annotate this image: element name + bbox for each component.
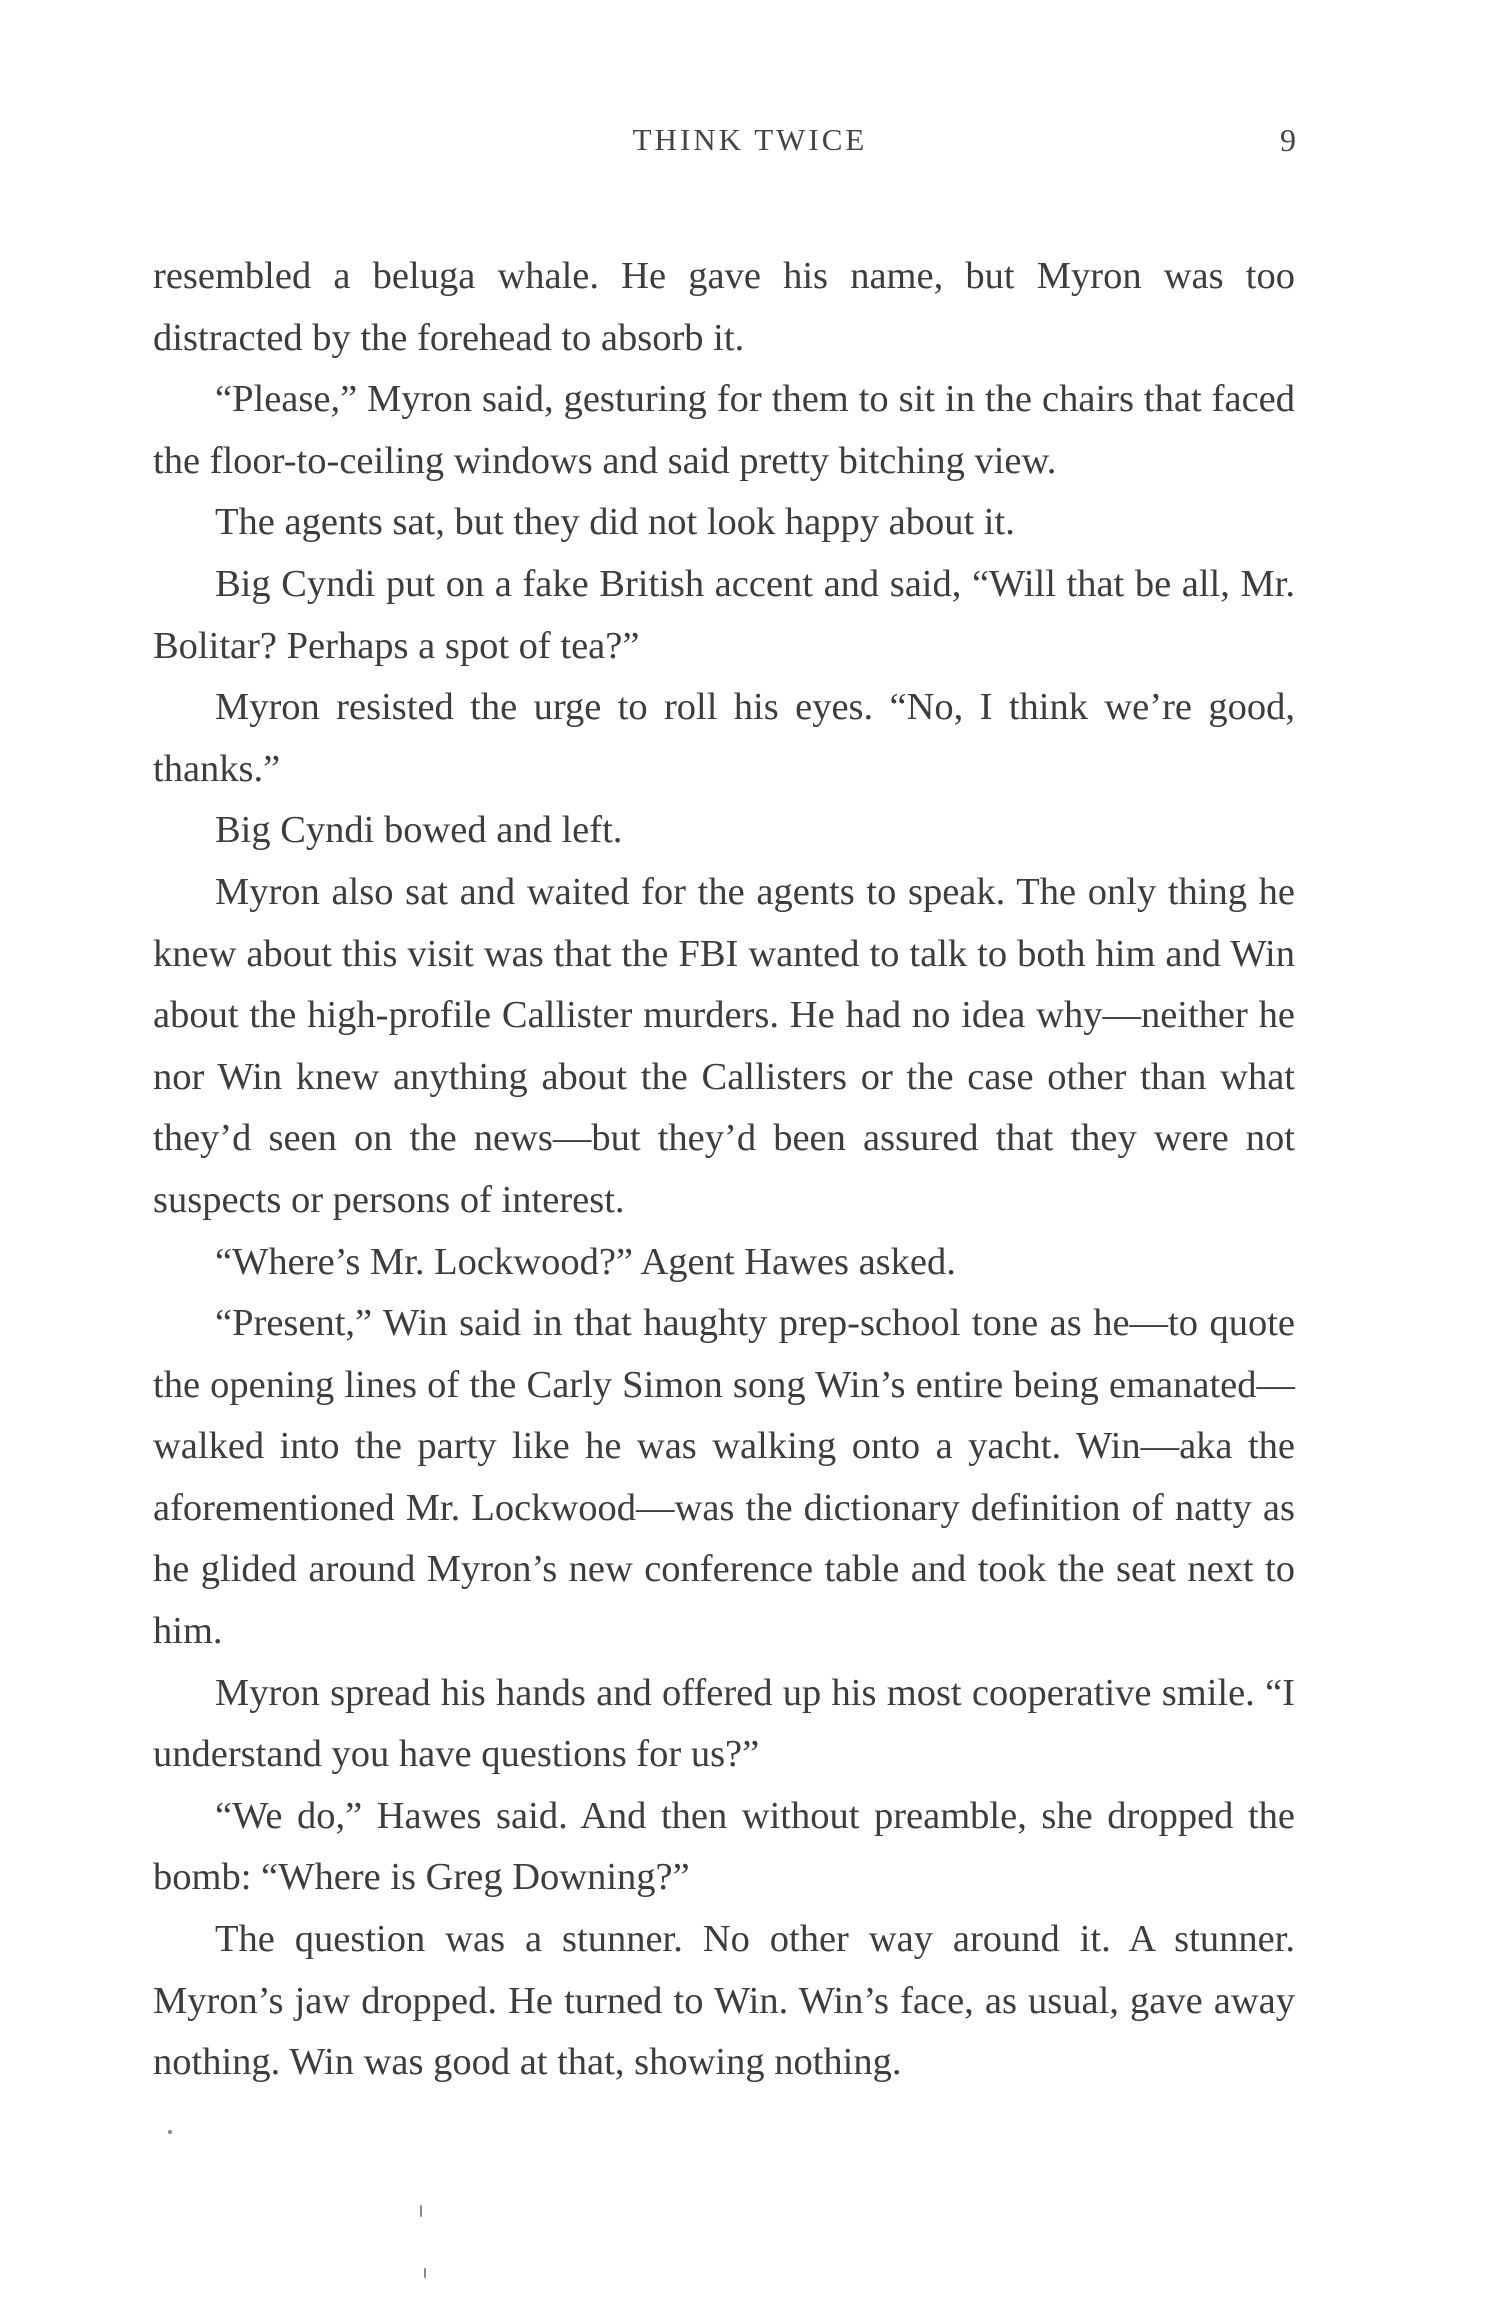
scan-speck [168,2130,172,2134]
page-number: 9 [1280,122,1296,158]
paragraph: “Where’s Mr. Lockwood?” Agent Hawes asked. [215,1240,956,1283]
scan-speck [420,2205,422,2217]
paragraph: Myron resisted the urge to roll his eyes. “No, I think we’re good, thanks.” [153,686,1295,790]
body-text [153,246,1295,2094]
paragraph: The question was a stunner. No other way around it. A stunner. Myron’s jaw dropped. He turned to Win. Win’s face, as usual, gave away nothing. Win was good at that, showing nothing. [153,1918,1295,2084]
running-head [0,122,1500,172]
paragraph: Big Cyndi bowed and left. [215,809,623,852]
paragraph: resembled a beluga whale. He gave his name, but Myron was too distracted by the forehead to absorb it. [153,255,1295,359]
paragraph: Myron spread his hands and offered up his most cooperative smile. “I understand you have questions for us?” [153,1671,1295,1776]
paragraph: “We do,” Hawes said. And then without preamble, she dropped the bomb: “Where is Greg Downing?” [153,1794,1295,1899]
paragraph: The agents sat, but they did not look happy about it. [215,501,1015,544]
running-title: THINK TWICE [632,122,868,157]
paragraph: Big Cyndi put on a fake British accent and said, “Will that be all, Mr. Bolitar? Perhaps a spot of tea?” [153,562,1295,667]
paragraph: “Please,” Myron said, gesturing for them to sit in the chairs that faced the floor-to-ceiling windows and said pretty bitching view. [153,378,1295,482]
paragraph: Myron also sat and waited for the agents to speak. The only thing he knew about this visit was that the FBI wanted to talk to both him and Win about the high-profile Callister murders. He had no idea why—neither he nor Win knew anything about the Callisters or the case other than what they’d seen on the news—but they’d been assured that they were not suspects or persons of interest. [153,870,1295,1221]
scan-speck [424,2268,426,2278]
paragraph: “Present,” Win said in that haughty prep-school tone as he—to quote the opening lines of the Carly Simon song Win’s entire being emanated—walked into the party like he was walking onto a yacht. Win—aka the aforementioned Mr. Lockwood—was the dictionary definition of natty as he glided around Myron’s new conference table and took the seat next to him. [153,1302,1295,1653]
